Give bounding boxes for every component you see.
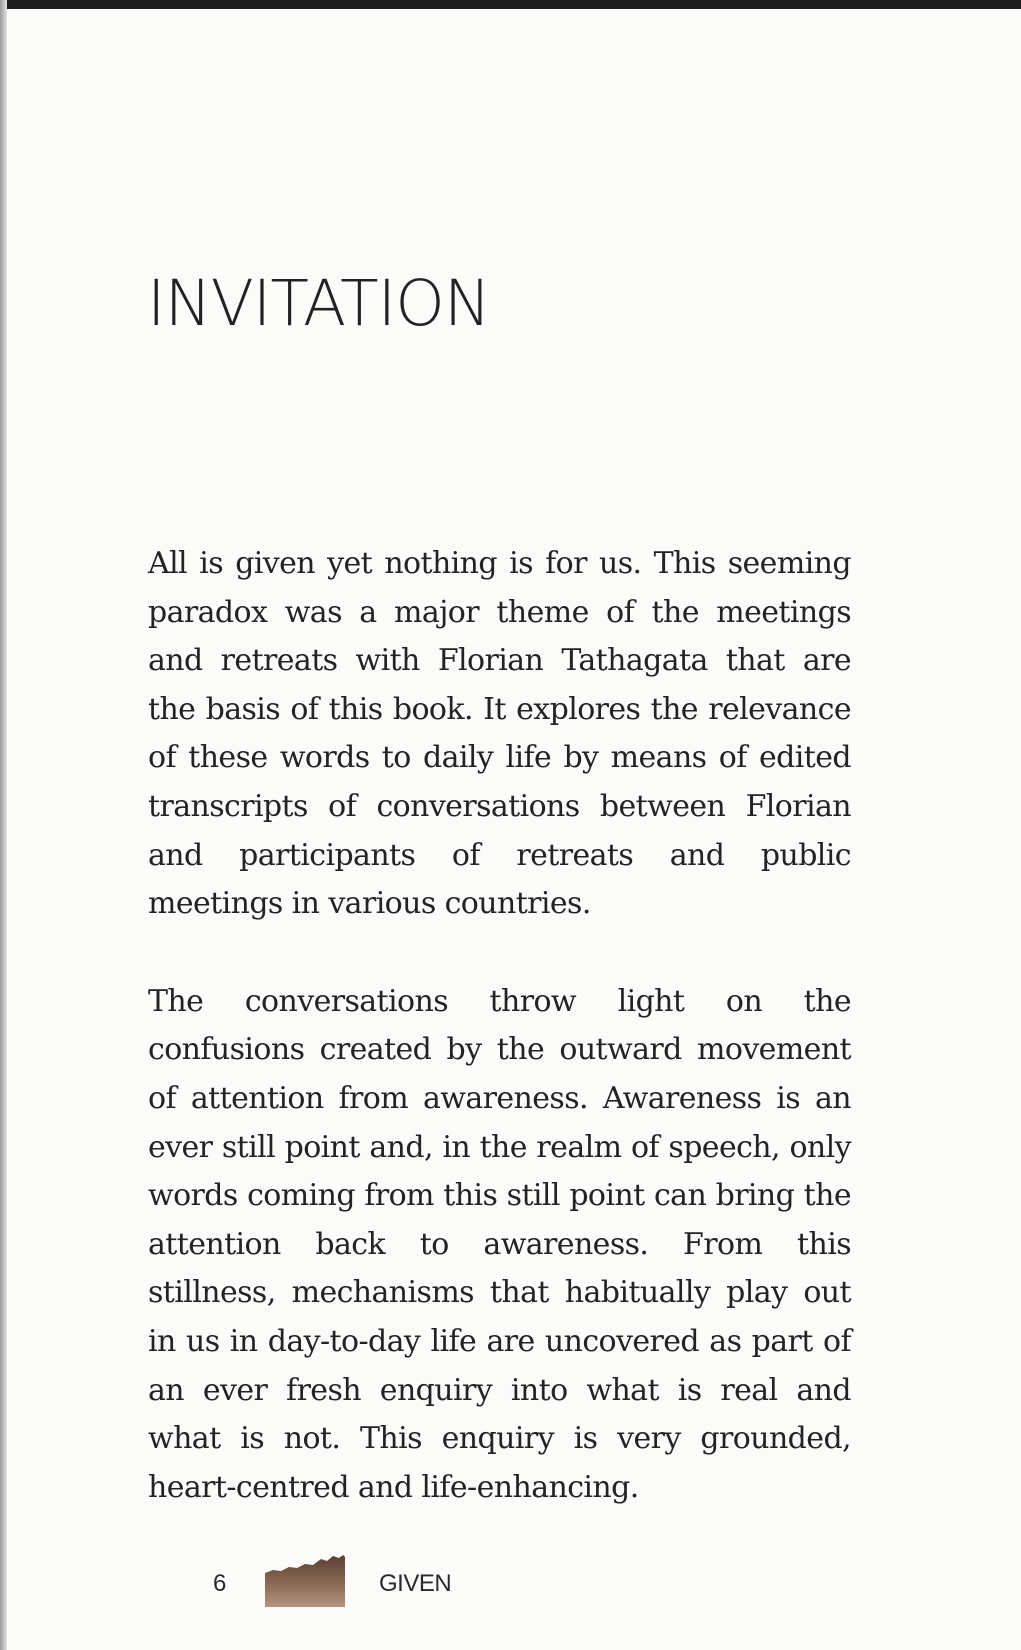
page-footer [213, 1553, 473, 1607]
page-binding-edge [0, 0, 7, 1650]
page-number: 6 [213, 1570, 227, 1597]
mountain-landscape-icon [265, 1553, 345, 1607]
paragraph-1: All is given yet nothing is for us. This seeming paradox was a major theme of the meetings and retreats with Florian Tathagata that are the basis of this book. It explores the relevance of these words to daily life by means of edited transcripts of conversations between Florian and participants of retreats and public meetings in various countries. [148, 546, 851, 922]
page-top-edge [0, 0, 1021, 9]
running-head: GIVEN [379, 1570, 452, 1597]
paragraph-2: The conversations throw light on the confusions created by the outward movement of attention from awareness. Awareness is an ever still point and, in the realm of speech, only words coming from this still point can bring the attention back to awareness. From this stillness, mechanisms that habitually play out in us in day-to-day life are uncovered as part of an ever fresh enquiry into what is real and what is not. This enquiry is very grounded, heart-centred and life-enhancing. [148, 983, 851, 1505]
body-text [148, 540, 851, 1561]
chapter-title: INVITATION [147, 267, 490, 340]
